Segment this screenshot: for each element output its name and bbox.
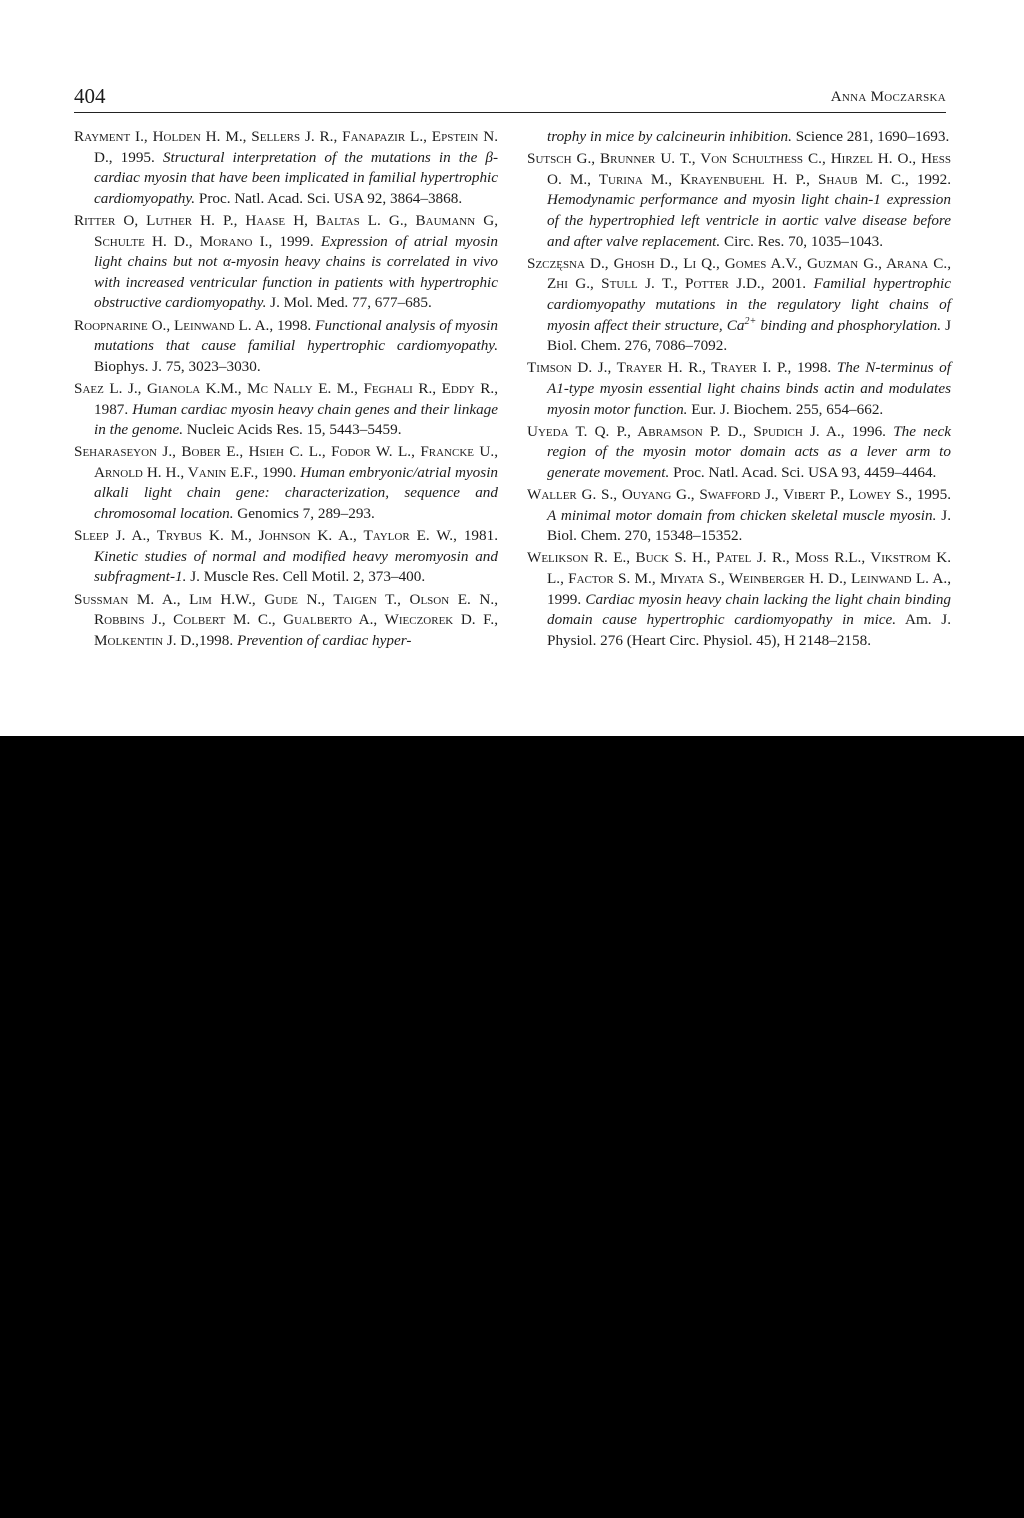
ref-year: 1995. [112, 148, 163, 166]
page-header [74, 84, 946, 113]
ref-title: Cardiac myosin heavy chain lacking the light chain binding domain cause hypertrophic cardiomyopathy in mice. [547, 590, 952, 629]
ref-title: trophy in mice by calcineurin inhibition. [547, 128, 792, 145]
reference-ritter [74, 211, 498, 314]
ref-title: Prevention of cardiac hyper- [236, 631, 412, 649]
reference-rayment [74, 127, 498, 209]
ref-source: J. Mol. Med. 77, 677–685. [266, 294, 432, 312]
ref-authors: Sutsch G., Brunner U. T., Von Schulthess C., Hirzel H. O., Hess O. M., Turina M., Krayenbuehl H. P., Shaub M. C., [527, 150, 951, 188]
ref-title: Human cardiac myosin heavy chain genes and their linkage in the genome. [94, 400, 498, 439]
ref-title-continued: binding and phosphorylation. [756, 316, 941, 334]
ref-title: Expression of atrial myosin light chains but not α-myosin heavy chains is correlated in vivo with increased ventricular function in patients with hypertrophic obstructive cardiomyopathy. [94, 232, 498, 312]
ref-authors: Sussman M. A., Lim H.W., Gude N., Taigen T., Olson E. N., Robbins J., Colbert M. C., Gualberto A., Wieczorek D. F., Molkentin J. D., [74, 590, 498, 649]
ref-year: 1998. [273, 316, 316, 334]
ref-source: J Biol. Chem. 276, 7086–7092. [547, 316, 951, 355]
page-number: 404 [74, 84, 106, 108]
left-column [74, 127, 498, 653]
ref-title: Hemodynamic performance and myosin light chain-1 expression of the hypertrophied left ventricle in aortic valve disease before and after valve replacement. [547, 191, 951, 250]
ref-authors: Roopnarine O., Leinwand L. A., [74, 316, 274, 334]
ref-source: Am. J. Physiol. 276 (Heart Circ. Physiol. 45), H 2148–2158. [547, 611, 951, 649]
ref-title: A minimal motor domain from chicken skeletal muscle myosin. [547, 506, 937, 524]
ref-year: 1987. [94, 400, 133, 418]
reference-timson [527, 358, 951, 420]
ref-authors: Szczęsna D., Ghosh D., Li Q., Gomes A.V., Guzman G., Arana C., Zhi G., Stull J. T., Potter J.D., [527, 254, 951, 293]
ref-year: 1981. [456, 527, 499, 545]
ref-source: Circ. Res. 70, 1035–1043. [720, 232, 884, 250]
ref-source: Nucleic Acids Res. 15, 5443–5459. [183, 421, 402, 439]
page [0, 0, 1024, 736]
ref-authors: Ritter O, Luther H. P., Haase H, Baltas L. G., Baumann G, Schulte H. D., Morano I., [74, 211, 498, 250]
reference-roopnarine [74, 316, 498, 378]
ref-source: Biophys. J. 75, 3023–3030. [94, 357, 261, 375]
ref-title: Familial hypertrophic cardiomyopathy mutations in the regulatory light chains of myosin affect their structure, Ca [547, 275, 952, 334]
ref-authors: Welikson R. E., Buck S. H., Patel J. R., Moss R.L., Vikstrom K. L., Factor S. M., Miyata S., Weinberger H. D., Leinwand L. A., [527, 549, 951, 588]
ref-source: Science 281, 1690–1693. [791, 128, 950, 145]
ref-authors: Rayment I., Holden H. M., Sellers J. R., Fanapazir L., Epstein N. D., [74, 128, 498, 166]
reference-szczesna [527, 254, 951, 357]
ref-authors: Saez L. J., Gianola K.M., Mc Nally E. M., Feghali R., Eddy R., [74, 379, 498, 397]
ref-year: 2001. [764, 275, 814, 293]
reference-saez [74, 379, 498, 441]
ref-source: J. Muscle Res. Cell Motil. 2, 373–400. [186, 568, 426, 586]
ref-source: Proc. Natl. Acad. Sci. USA 92, 3864–3868. [195, 189, 463, 207]
reference-sussman [74, 590, 498, 652]
ref-title: Human embryonic/atrial myosin alkali light chain gene: characterization, sequence and chromosomal location. [94, 463, 499, 523]
ref-title: The N-terminus of A1-type myosin essential light chains binds actin and modulates myosin motor function. [547, 359, 951, 418]
ref-year: 1998. [198, 631, 237, 649]
ref-year: 1999. [272, 232, 321, 250]
ref-title: The neck region of the myosin motor domain acts as a lever arm to generate movement. [547, 422, 951, 481]
reference-sutsch [527, 149, 951, 252]
reference-seharaseyon [74, 442, 498, 524]
ref-title: Kinetic studies of normal and modified heavy meromyosin and subfragment-1. [94, 547, 498, 586]
ref-year: 1995. [912, 486, 951, 504]
ref-authors: Waller G. S., Ouyang G., Swafford J., Vibert P., Lowey S., [527, 486, 913, 504]
right-column [527, 127, 951, 653]
ref-year: 1990. [258, 463, 301, 481]
ref-authors: Seharaseyon J., Bober E., Hsieh C. L., Fodor W. L., Francke U., Arnold H. H., Vanin E.F., [74, 443, 498, 481]
reference-waller [527, 485, 951, 547]
ref-source: Eur. J. Biochem. 255, 654–662. [687, 400, 884, 418]
ref-source: Genomics 7, 289–293. [233, 505, 375, 523]
ref-year: 1992. [908, 170, 951, 188]
ref-source: Proc. Natl. Acad. Sci. USA 93, 4459–4464. [669, 463, 937, 481]
running-head: Anna Moczarska [830, 89, 946, 105]
ref-year: 1998. [791, 359, 837, 377]
ref-source: J. Biol. Chem. 270, 15348–15352. [547, 506, 951, 545]
reference-sleep [74, 526, 498, 588]
reference-welikson [527, 548, 951, 651]
ref-superscript: 2+ [744, 315, 757, 327]
ref-authors: Timson D. J., Trayer H. R., Trayer I. P., [527, 359, 792, 377]
ref-title: Functional analysis of myosin mutations that cause familial hypertrophic cardiomyopathy. [94, 316, 498, 355]
ref-year: 1999. [547, 590, 586, 608]
ref-authors: Sleep J. A., Trybus K. M., Johnson K. A., Taylor E. W., [74, 527, 457, 545]
ref-title: Structural interpretation of the mutations in the β-cardiac myosin that have been implicated in familial hypertrophic cardiomyopathy. [94, 148, 499, 207]
ref-year: 1996. [844, 422, 894, 440]
reference-sussman-continued [527, 127, 951, 148]
reference-uyeda [527, 422, 951, 484]
ref-authors: Uyeda T. Q. P., Abramson P. D., Spudich J. A., [527, 422, 845, 440]
